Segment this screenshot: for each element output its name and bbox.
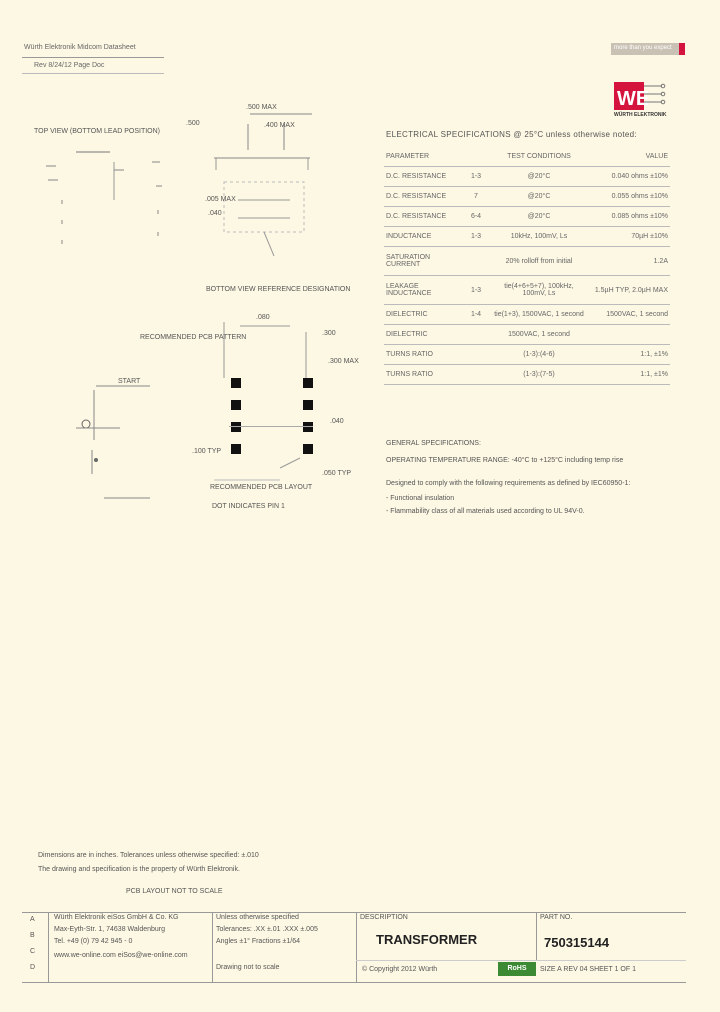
pad-centerline [229, 426, 313, 427]
pcb-pad-5 [303, 378, 313, 388]
row-label-c: C [30, 948, 36, 955]
dim-d4: .005 MAX [205, 196, 236, 203]
company-line-4: www.we-online.com eiSos@we-online.com [54, 952, 188, 959]
description-value: TRANSFORMER [376, 932, 478, 947]
spec-row: LEAKAGE INDUCTANCE 1-3 tie(4+6+5+7), 100kHz, 100mV, Ls 1.5µH TYP, 2.0µH MAX [384, 276, 670, 305]
pcb-pad-2 [231, 400, 241, 410]
header-divider [22, 57, 164, 58]
spec-note-3: Designed to comply with the following requirements as defined by IEC60950-1: [386, 480, 631, 487]
pcb-pattern-lines [210, 318, 340, 498]
start-label: START [118, 378, 141, 385]
spec-row: TURNS RATIO (1-3):(7-5) 1:1, ±1% [384, 365, 670, 385]
col-terminals [460, 147, 492, 167]
svg-text:WE: WE [617, 88, 650, 110]
part-number-label: PART NO. [540, 914, 573, 921]
col-conditions: TEST CONDITIONS [492, 147, 586, 167]
spec-row: D.C. RESISTANCE 7 @20°C 0.055 ohms ±10% [384, 187, 670, 207]
sheet-info: SIZE A REV 04 SHEET 1 OF 1 [540, 966, 636, 973]
spec-note-2: OPERATING TEMPERATURE RANGE: -40°C to +125°C including temp rise [386, 457, 624, 464]
pad-dim-p3: .300 MAX [328, 358, 359, 365]
pcb-layout-label: RECOMMENDED PCB LAYOUT [210, 484, 313, 491]
tolerance-line-1: Unless otherwise specified [216, 914, 299, 921]
pad-dim-p2: .300 [322, 330, 336, 337]
pcb-pad-7 [303, 422, 313, 432]
tolerance-line-2: Tolerances: .XX ±.01 .XXX ±.005 [216, 926, 318, 933]
spec-row: TURNS RATIO (1-3):(4-6) 1:1, ±1% [384, 345, 670, 365]
pcb-pad-1 [231, 378, 241, 388]
footer-note-1: Dimensions are in inches. Tolerances unless otherwise specified: ±.010 [38, 852, 259, 859]
spec-table [384, 147, 670, 385]
company-line-3: Tel. +49 (0) 79 42 945 - 0 [54, 938, 133, 945]
rohs-badge: RoHS [498, 962, 536, 976]
row-label-b: B [30, 932, 35, 939]
schematic-drawing [40, 140, 180, 260]
spec-row: D.C. RESISTANCE 6-4 @20°C 0.085 ohms ±10% [384, 207, 670, 227]
pad-dim-p1: .080 [256, 314, 270, 321]
spec-note-5: - Flammability class of all materials used according to UL 94V-0. [386, 508, 585, 515]
spec-note-4: - Functional insulation [386, 495, 455, 502]
footer-small: PCB LAYOUT NOT TO SCALE [126, 888, 223, 895]
dim-d2: .500 [186, 120, 200, 127]
brand-badge: more than you expect [611, 43, 685, 55]
copyright: © Copyright 2012 Würth [362, 966, 438, 973]
pcb-pad-3 [231, 422, 241, 432]
spec-header-row [384, 147, 670, 167]
pcb-pad-6 [303, 400, 313, 410]
spec-row: INDUCTANCE 1-3 10kHz, 100mV, Ls 70µH ±10% [384, 227, 670, 247]
spec-row: D.C. RESISTANCE 1-3 @20°C 0.040 ohms ±10% [384, 167, 670, 187]
part-number-value: 750315144 [544, 935, 610, 950]
col-parameter: PARAMETER [384, 147, 460, 167]
side-view-drawing [200, 110, 320, 260]
header-doc-line: Würth Elektronik Midcom Datasheet [24, 44, 136, 51]
description-label: DESCRIPTION [360, 914, 408, 921]
tolerance-line-3: Angles ±1° Fractions ±1/64 [216, 938, 301, 945]
top-view-label: TOP VIEW (BOTTOM LEAD POSITION) [34, 128, 161, 135]
spec-row: DIELECTRIC 1500VAC, 1 second [384, 325, 670, 345]
col-value: VALUE [586, 147, 670, 167]
logo-text: WÜRTH ELEKTRONIK [614, 112, 667, 118]
header-rev-line: Rev 8/24/12 Page Doc [34, 62, 105, 69]
dim-top-overall: .500 MAX [246, 104, 277, 111]
we-logo [612, 78, 668, 120]
footer-note-2: The drawing and specification is the property of Würth Elektronik. [38, 866, 240, 873]
pin1-label: DOT INDICATES PIN 1 [212, 503, 285, 510]
spec-note-1: GENERAL SPECIFICATIONS: [386, 440, 481, 447]
row-label-a: A [30, 916, 35, 923]
dim-d3: .400 MAX [264, 122, 295, 129]
pad-dim-p4: .040 [330, 418, 344, 425]
recommended-pattern-label: RECOMMENDED PCB PATTERN [140, 334, 247, 341]
spec-row: DIELECTRIC 1-4 tie(1+3), 1500VAC, 1 second 1500VAC, 1 second [384, 305, 670, 325]
pcb-pad-4 [231, 444, 241, 454]
spec-heading: ELECTRICAL SPECIFICATIONS @ 25°C unless otherwise noted: [386, 130, 637, 139]
company-line-1: Würth Elektronik eiSos GmbH & Co. KG [54, 914, 179, 921]
header-divider-2 [22, 73, 164, 74]
row-label-d: D [30, 964, 36, 971]
pad-dim-p5: .100 TYP [192, 448, 222, 455]
bottom-view-label: BOTTOM VIEW REFERENCE DESIGNATION [206, 286, 351, 293]
tolerance-line-4: Drawing not to scale [216, 964, 280, 971]
dim-d5: .040 [208, 210, 222, 217]
winding-schematic [40, 370, 170, 510]
pad-dim-p6: .050 TYP [322, 470, 352, 477]
pcb-pad-8 [303, 444, 313, 454]
company-line-2: Max-Eyth-Str. 1, 74638 Waldenburg [54, 926, 166, 933]
spec-row: SATURATION CURRENT 20% rolloff from initial 1.2A [384, 247, 670, 276]
